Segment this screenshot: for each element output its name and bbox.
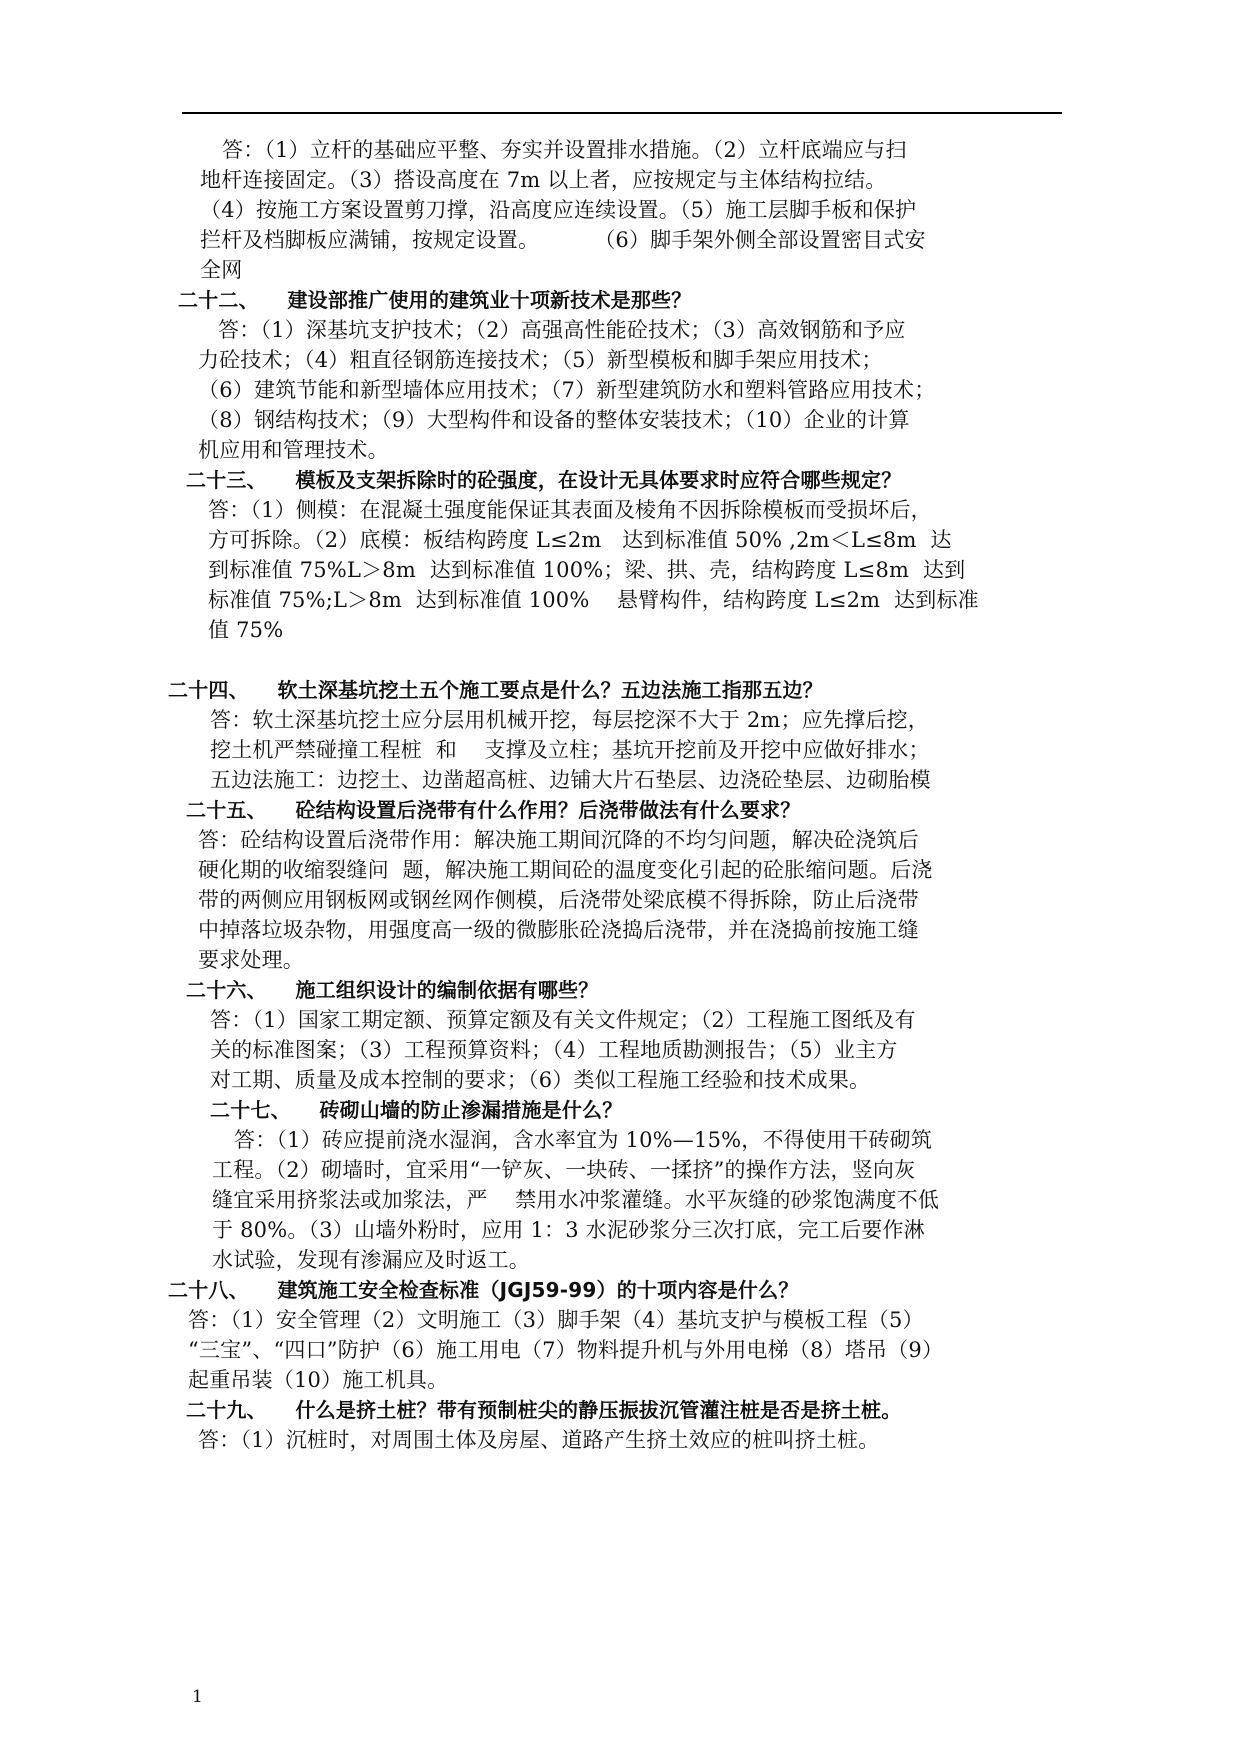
answer-line: 拦杆及档脚板应满铺，按规定设置。 （6）脚手架外侧全部设置密目式安	[200, 228, 926, 252]
question-heading: 二十九、 什么是挤土桩？带有预制桩尖的静压振拔沉管灌注桩是否是挤土桩。	[186, 1398, 902, 1422]
answer-line: 缝宜采用挤浆法或加浆法，严 禁用水冲浆灌缝。水平灰缝的砂浆饱满度不低	[212, 1188, 940, 1212]
answer-line: 中掉落垃圾杂物，用强度高一级的微膨胀砼浇捣后浇带，并在浇捣前按施工缝	[198, 918, 919, 942]
answer-line: 于 80%。（3）山墙外粉时，应用 1：3 水泥砂浆分三次打底，完工后要作淋	[212, 1218, 925, 1242]
answer-line: （6）建筑节能和新型墙体应用技术；（7）新型建筑防水和塑料管路应用技术；	[198, 378, 936, 402]
answer-line: 硬化期的收缩裂缝问 题，解决施工期间砼的温度变化引起的砼胀缩问题。后浇	[198, 858, 933, 882]
answer-line: 答：（1）砖应提前浇水湿润，含水率宜为 10%—15%，不得使用干砖砌筑	[234, 1128, 933, 1152]
answer-line: 值 75%	[208, 618, 284, 642]
answer-line: 要求处理。	[198, 948, 304, 972]
header-rule	[182, 112, 1062, 114]
answer-line: 答：软土深基坑挖土应分层用机械开挖，每层挖深不大于 2m；应先撑后挖，	[210, 708, 929, 732]
answer-line: 答：（1）侧模：在混凝土强度能保证其表面及棱角不因拆除模板而受损坏后，	[208, 498, 932, 522]
question-heading: 二十二、 建设部推广使用的建筑业十项新技术是那些？	[178, 288, 692, 312]
page-number: 1	[192, 1687, 203, 1707]
answer-line: 方可拆除。（2）底模：板结构跨度 L≤2m 达到标准值 50% ,2m＜L≤8m 达	[208, 528, 952, 552]
answer-line: 关的标准图案；（3）工程预算资料；（4）工程地质勘测报告；（5）业主方	[210, 1038, 898, 1062]
question-heading: 二十六、 施工组织设计的编制依据有哪些？	[186, 978, 599, 1002]
answer-line: “三宝”、“四口”防护（6）施工用电（7）物料提升机与外用电梯（8）塔吊（9）	[188, 1338, 944, 1362]
answer-line: （4）按施工方案设置剪刀撑，沿高度应连续设置。（5）施工层脚手板和保护	[200, 198, 917, 222]
question-heading: 二十四、 软土深基坑挖土五个施工要点是什么？五边法施工指那五边？	[168, 678, 823, 702]
answer-line: 全网	[200, 258, 243, 282]
answer-line: 带的两侧应用钢板网或钢丝网作侧模，后浇带处梁底模不得拆除，防止后浇带	[198, 888, 919, 912]
answer-line: 地杆连接固定。（3）搭设高度在 7m 以上者，应按规定与主体结构拉结。	[200, 168, 887, 192]
answer-line: 挖土机严禁碰撞工程桩 和 支撑及立柱；基坑开挖前及开挖中应做好排水；	[210, 738, 930, 762]
answer-line: 答：（1）深基坑支护技术；（2）高强高性能砼技术；（3）高效钢筋和予应	[218, 318, 906, 342]
answer-line: 五边法施工：边挖土、边凿超高桩、边铺大片石垫层、边浇砼垫层、边砌胎模	[210, 768, 931, 792]
answer-line: 起重吊装（10）施工机具。	[188, 1368, 449, 1392]
answer-line: 力砼技术；（4）粗直径钢筋连接技术；（5）新型模板和脚手架应用技术；	[198, 348, 883, 372]
answer-line: 机应用和管理技术。	[198, 438, 389, 462]
answer-line: 答：（1）安全管理（2）文明施工（3）脚手架（4）基坑支护与模板工程（5）	[188, 1308, 924, 1332]
answer-line: 标准值 75%;L＞8m 达到标准值 100% 悬臂构件，结构跨度 L≤2m 达到标准	[208, 588, 979, 612]
answer-line: 答：（1）立杆的基础应平整、夯实并设置排水措施。（2）立杆底端应与扫	[222, 138, 907, 162]
answer-line: 答：（1）国家工期定额、预算定额及有关文件规定；（2）工程施工图纸及有	[210, 1008, 916, 1032]
answer-line: 工程。（2）砌墙时，宜采用“一铲灰、一块砖、一揉挤”的操作方法，竖向灰	[212, 1158, 916, 1182]
answer-line: 到标准值 75%L＞8m 达到标准值 100%；梁、拱、壳，结构跨度 L≤8m 达到	[208, 558, 966, 582]
question-heading: 二十八、 建筑施工安全检查标准（JGJ59-99）的十项内容是什么？	[168, 1278, 799, 1302]
answer-line: 水试验，发现有渗漏应及时返工。	[212, 1248, 530, 1272]
answer-line: （8）钢结构技术；（9）大型构件和设备的整体安装技术；（10）企业的计算	[198, 408, 910, 432]
answer-line: 答：（1）沉桩时，对周围土体及房屋、道路产生挤土效应的桩叫挤土桩。	[198, 1428, 880, 1452]
question-heading: 二十七、 砖砌山墙的防止渗漏措施是什么？	[210, 1098, 623, 1122]
question-heading: 二十三、 模板及支架拆除时的砼强度，在设计无具体要求时应符合哪些规定？	[186, 468, 902, 492]
answer-line: 对工期、质量及成本控制的要求；（6）类似工程施工经验和技术成果。	[210, 1068, 871, 1092]
answer-line: 答：砼结构设置后浇带作用：解决施工期间沉降的不均匀问题，解决砼浇筑后	[198, 828, 919, 852]
question-heading: 二十五、 砼结构设置后浇带有什么作用？后浇带做法有什么要求？	[186, 798, 801, 822]
